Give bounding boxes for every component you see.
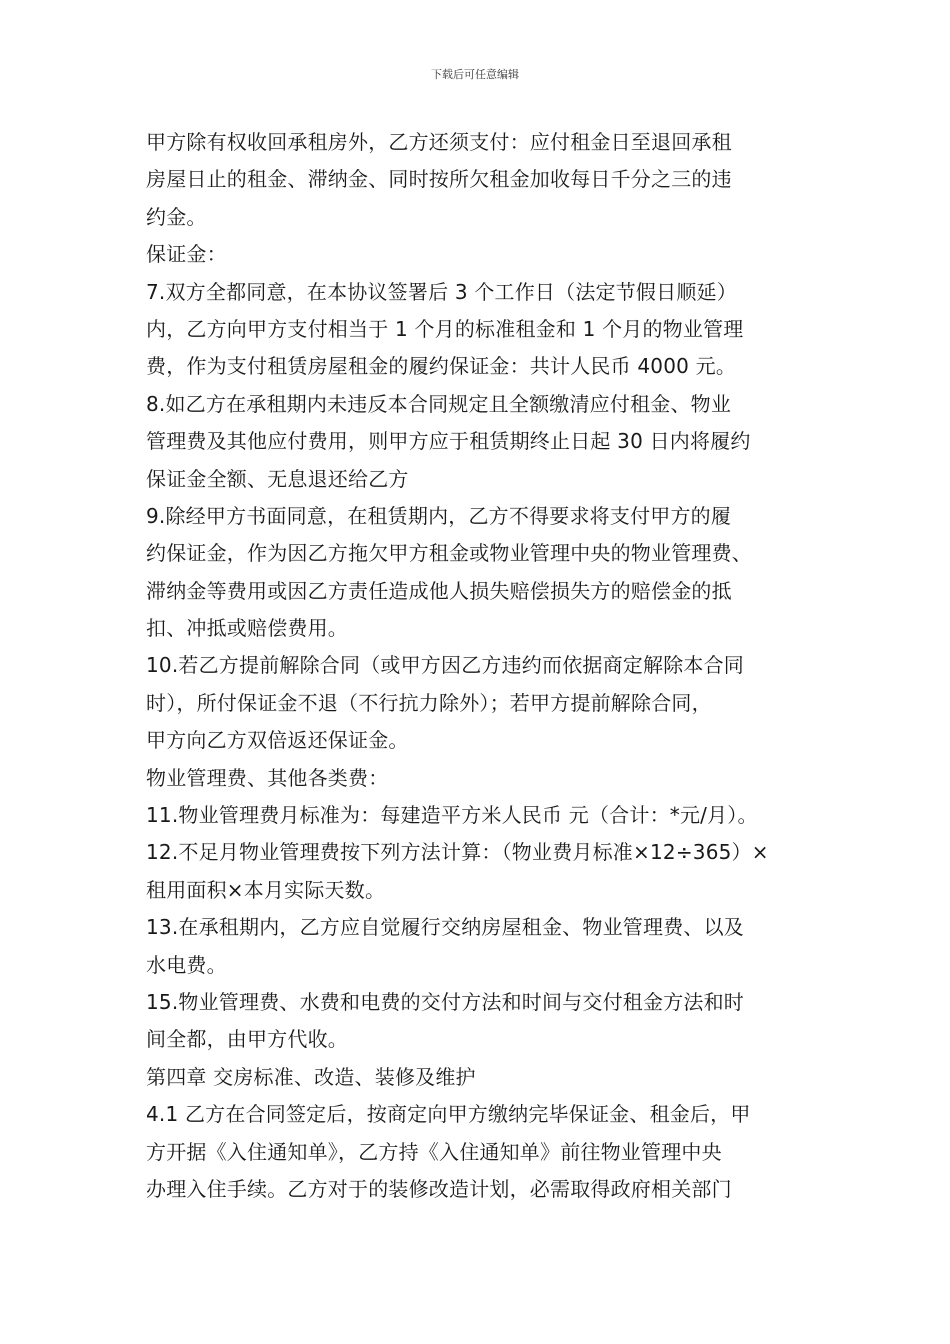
text-line: 水电费。 <box>146 952 227 977</box>
section-heading: 物业管理费、其他各类费： <box>146 765 389 790</box>
text-line: 甲方除有权收回承租房外，乙方还须支付：应付租金日至退回承租 <box>146 130 732 154</box>
text-line: 内，乙方向甲方支付相当于 1 个月的标准租金和 1 个月的物业管理 <box>146 316 744 341</box>
text-line: 10.若乙方提前解除合同（或甲方因乙方违约而依据商定解除本合同 <box>146 653 745 678</box>
chapter-heading: 第四章 交房标准、改造、装修及维护 <box>146 1064 476 1089</box>
text-line: 9.除经甲方书面同意，在租赁期内，乙方不得要求将支付甲方的履 <box>146 503 732 528</box>
text-line: 办理入住手续。乙方对于的装修改造计划，必需取得政府相关部门 <box>146 1176 732 1201</box>
text-line: 方开据《入住通知单》，乙方持《入住通知单》前往物业管理中央 <box>146 1139 722 1164</box>
document-body <box>146 124 816 1208</box>
text-line: 房屋日止的租金、滞纳金、同时按所欠租金加收每日千分之三的违 <box>146 167 732 192</box>
text-line: 15.物业管理费、水费和电费的交付方法和时间与交付租金方法和时 <box>146 989 745 1014</box>
text-line: 扣、冲抵或赔偿费用。 <box>146 616 348 641</box>
text-line: 租用面积×本月实际天数。 <box>146 877 386 902</box>
text-line: 时），所付保证金不退（不行抗力除外）；若甲方提前解除合同， <box>146 690 712 715</box>
page-header: 下载后可任意编辑 <box>431 68 519 81</box>
section-heading: 保证金： <box>146 242 227 267</box>
text-line: 8.如乙方在承租期内未违反本合同规定且全额缴清应付租金、物业 <box>146 391 732 416</box>
text-line: 滞纳金等费用或因乙方责任造成他人损失赔偿损失方的赔偿金的抵 <box>146 578 732 603</box>
text-line: 12.不足月物业管理费按下列方法计算：（物业费月标准×12÷365）× <box>146 840 769 865</box>
text-line: 间全都，由甲方代收。 <box>146 1027 348 1052</box>
text-line: 保证金全额、无息退还给乙方 <box>146 466 409 491</box>
text-line: 7.双方全都同意，在本协议签署后 3 个工作日（法定节假日顺延） <box>146 279 737 304</box>
text-line: 约金。 <box>146 204 207 229</box>
text-line: 11.物业管理费月标准为：每建造平方米人民币 元（合计：*元/月）。 <box>146 803 758 828</box>
text-line: 约保证金，作为因乙方拖欠甲方租金或物业管理中央的物业管理费、 <box>146 541 752 566</box>
text-line: 管理费及其他应付费用，则甲方应于租赁期终止日起 30 日内将履约 <box>146 429 751 454</box>
text-line: 甲方向乙方双倍返还保证金。 <box>146 728 409 753</box>
text-line: 费，作为支付租赁房屋租金的履约保证金：共计人民币 4000 元。 <box>146 354 737 379</box>
text-line: 13.在承租期内，乙方应自觉履行交纳房屋租金、物业管理费、以及 <box>146 915 745 940</box>
text-line: 4.1 乙方在合同签定后，按商定向甲方缴纳完毕保证金、租金后，甲 <box>146 1102 751 1127</box>
